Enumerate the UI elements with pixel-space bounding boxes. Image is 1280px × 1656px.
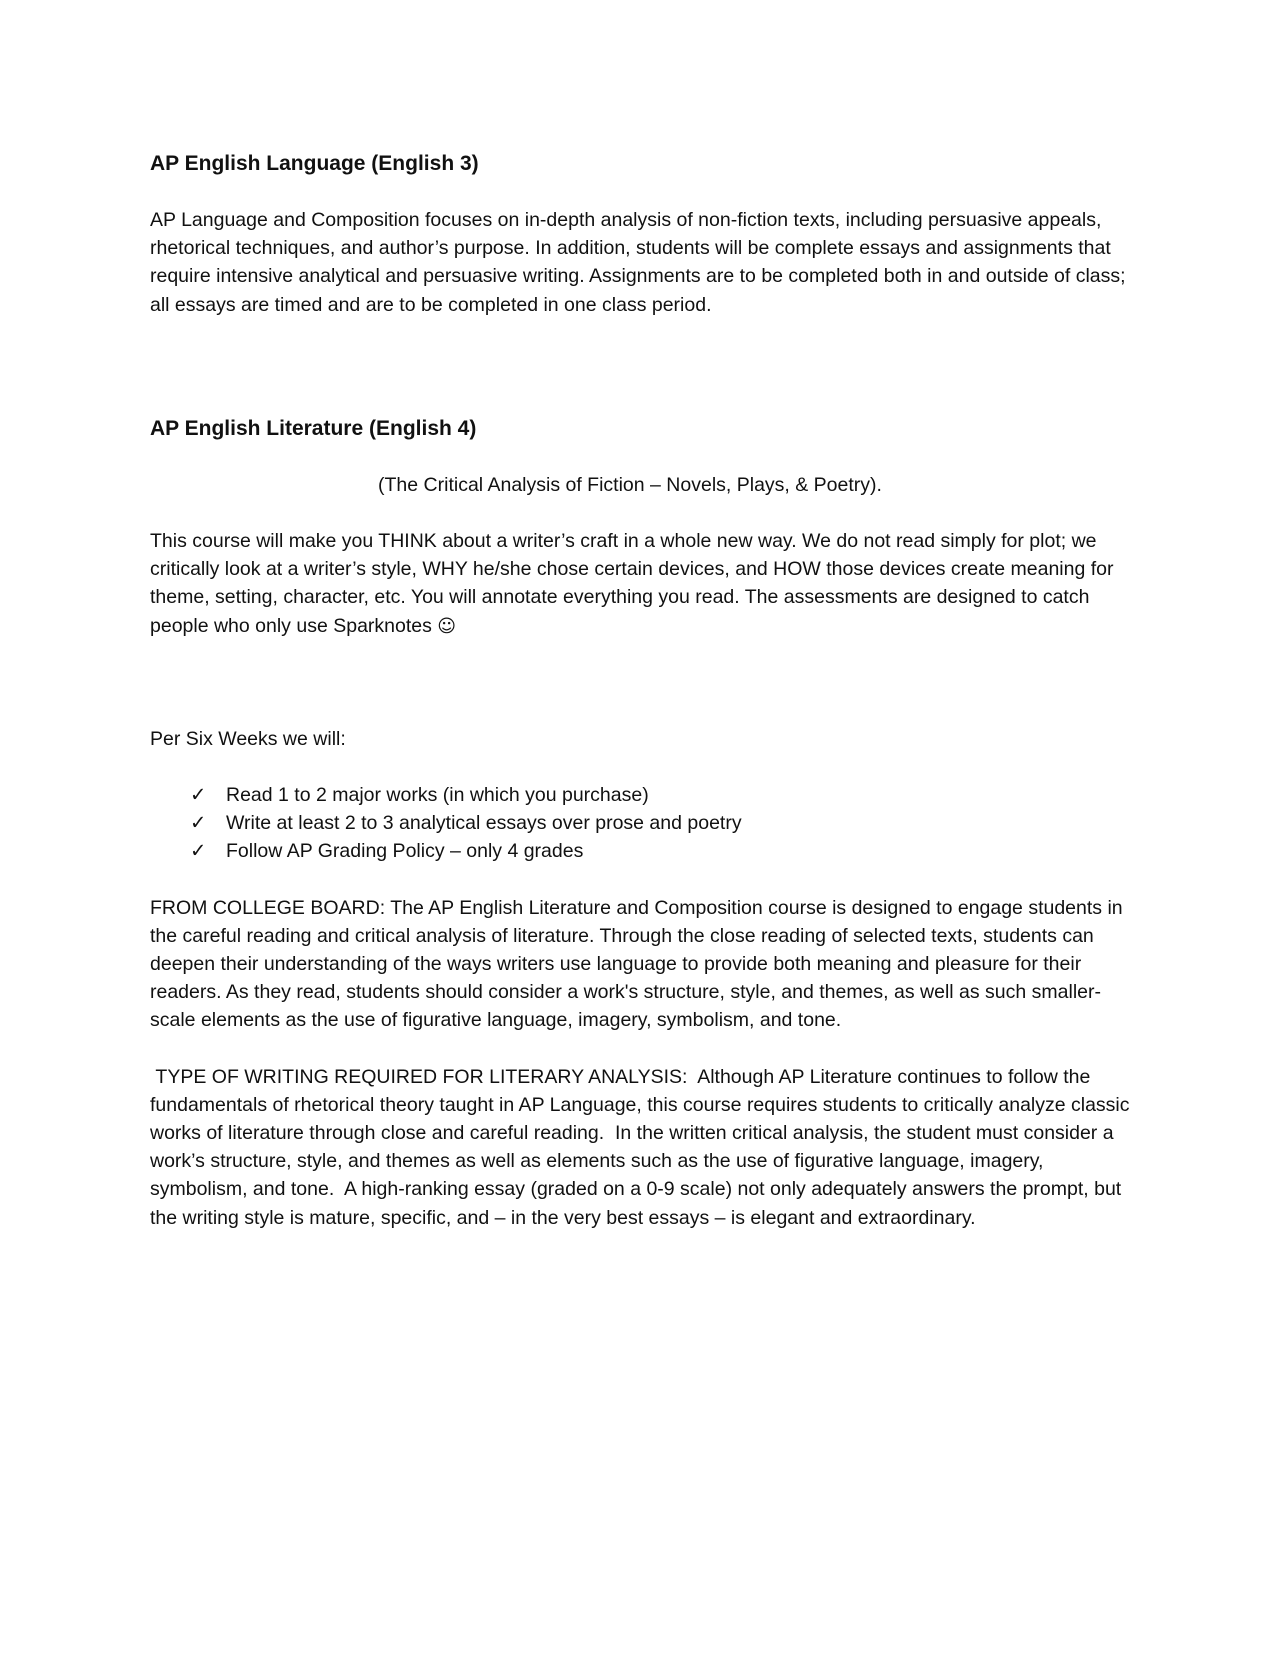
- list-item: [190, 781, 1140, 809]
- smiley-icon: ☺: [437, 615, 457, 637]
- checkmark-icon: ✓: [190, 812, 207, 835]
- ap-literature-intro: [150, 527, 1140, 641]
- ap-language-description: AP Language and Composition focuses on in-depth analysis of non-fiction texts, including persuasive appeals, rhetorical techniques, and author’s purpose. In addition, students will be complete essays and assignments that require intensive analytical and persuasive writing. Assignments are to be completed both in and outside of class; all essays are timed and are to be completed in one class period.: [150, 209, 1126, 316]
- list-item-text: Write at least 2 to 3 analytical essays over prose and poetry: [226, 812, 742, 835]
- six-weeks-checklist: [150, 781, 1140, 866]
- list-item-text: Read 1 to 2 major works (in which you purchase): [226, 784, 649, 807]
- ap-language-heading: AP English Language (English 3): [150, 152, 479, 175]
- list-item-text: Follow AP Grading Policy – only 4 grades: [226, 840, 584, 863]
- document-content: [150, 150, 1140, 1232]
- ap-literature-subtitle: (The Critical Analysis of Fiction – Novels, Plays, & Poetry).: [378, 473, 882, 496]
- college-board-paragraph: FROM COLLEGE BOARD: The AP English Literature and Composition course is designed to engage students in the careful reading and critical analysis of literature. Through the close reading of selected texts, students can deepen their understanding of the ways writers use language to provide both meaning and pleasure for their readers. As they read, students should consider a work's structure, style, and themes, as well as such smaller-scale elements as the use of figurative language, imagery, symbolism, and tone.: [150, 896, 1123, 1032]
- writing-requirements-paragraph: TYPE OF WRITING REQUIRED FOR LITERARY ANALYSIS: Although AP Literature continues to follow the fundamentals of rhetorical theory taught in AP Language, this course requires students to critically analyze classic works of literature through close and careful reading. In the written critical analysis, the student must consider a work’s structure, style, and themes as well as elements such as the use of figurative language, imagery, symbolism, and tone. A high-ranking essay (graded on a 0-9 scale) not only adequately answers the prompt, but the writing style is mature, specific, and – in the very best essays – is elegant and extraordinary.: [150, 1065, 1135, 1229]
- six-weeks-label: Per Six Weeks we will:: [150, 727, 346, 750]
- ap-literature-heading: AP English Literature (English 4): [150, 416, 477, 440]
- list-item: [190, 837, 1140, 865]
- ap-literature-intro-text: This course will make you THINK about a writer’s craft in a whole new way. We do not read simply for plot; we critically look at a writer’s style, WHY he/she chose certain devices, and HOW those devices create meaning for theme, setting, character, etc. You will annotate everything you read. The assessments are designed to catch people who only use Sparknotes: [150, 530, 1114, 637]
- checkmark-icon: ✓: [190, 840, 207, 863]
- checkmark-icon: ✓: [190, 784, 207, 807]
- list-item: [190, 809, 1140, 837]
